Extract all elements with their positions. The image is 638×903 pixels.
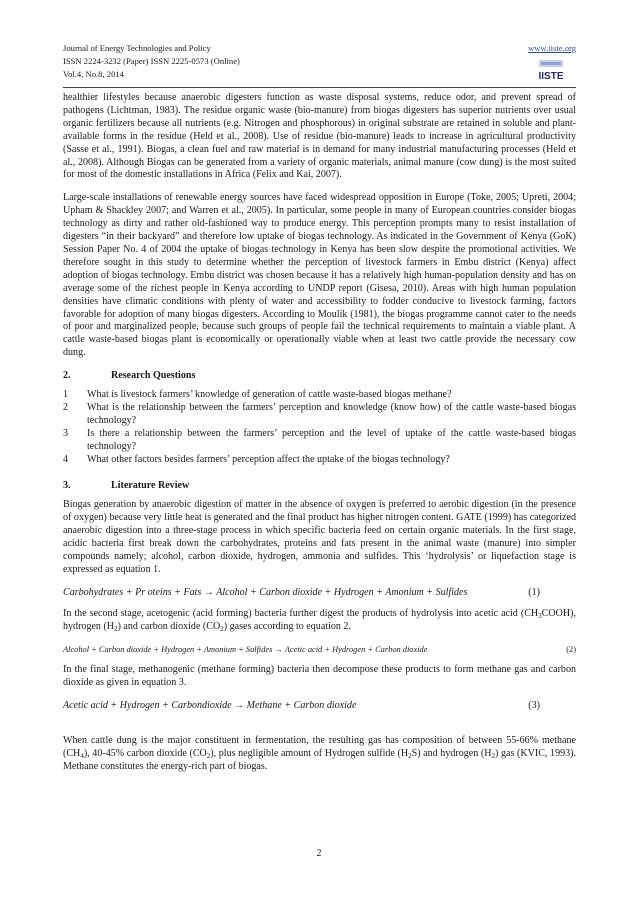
page-content [63,92,576,784]
equation-number: (2) [566,644,576,654]
iiste-logo [537,58,565,82]
list-item: 4 What other factors besides farmers’ perception affect the uptake of the biogas technology? [63,453,450,465]
header-rule [63,87,576,88]
intro-paragraph-2: Large-scale installations of renewable energy sources have faced widespread opposition in Europe (Toke, 2005; Upreti, 2004; Upham & Shackley 2007; and Warren et al., 2005). In particular, some people in many of European countries consider biogas technology as dirty and rather old-fashioned way to produce energy. This perception prompts many to resist installation of digesters “in their backyard” and therefore low uptake of biogas technology. As indicated in the Government of Kenya (GoK) Session Paper No. 4 of 2004 the uptake of biogas technology in Kenya has been slow despite the promotional activities. We therefore sought in this study to determine whether the perception of livestock farmers in Embu district (Kenya) affect adoption of biogas technology. Embu district was chosen because it has a relatively high human-population density and has on average some of the richest people in Kenya according to UNDP report (Gisesa, 2010). Areas with high human population densities have climatic conditions with plenty of water and accessibility to fodder conducive to livestock farming, factors favorable for adoption of many biogas digesters. According to Moulik (1981), the biogas programme cannot cater to the needs of poor and marginalized people, because such groups of people fail the technical requirements to maintain a viable plant. A cattle waste-based biogas plant is economically or operationally viable when at least two cattle provide the necessary cow dung. [63,192,576,359]
journal-url-link[interactable]: www.iiste.org [528,43,576,53]
journal-title: Journal of Energy Technologies and Policy [63,43,211,53]
logo-text: IISTE [538,71,564,82]
equation-number: (3) [528,700,540,712]
section-title: Literature Review [111,480,190,492]
section-title: Research Questions [111,370,196,382]
section-heading-literature-review [63,480,576,493]
research-questions-list [63,389,576,466]
page-number: 2 [316,848,322,859]
literature-paragraph-2: In the second stage, acetogenic (acid forming) bacteria further digest the products of hydrolysis into acetic acid $(CH_3COOH)$, hydrogen $(H_2)$ and carbon dioxide $(CO_2)$ gases according to equation 2. [63,607,576,633]
section-number: 2. [63,370,71,382]
equation-1 [63,587,576,600]
list-item: 1 What is livestock farmers’ knowledge of generation of cattle waste-based biogas methane? [63,389,452,401]
section-heading-research-questions [63,370,576,383]
intro-paragraph-1: healthier lifestyles because anaerobic digesters function as waste disposal systems, reduce odor, and prevent spread of pathogens (Lichtman, 1983). The residue organic waste (bio-manure) from biogas digesters has superior nutrients over usual organic fertilizers because all nutrients (e.g. Nitrogen and phosphorous) in original substrate are retained in soluble and plant-available forms in the residue (Held et al., 2008). Use of residue (bio-manure) leads to increase in agricultural productivity (Sasse et al., 1991). Biogas, a clean fuel and raw material is in demand for many industrial manufacturing processes (Held et al., 2008). Although Biogas can be generated from a variety of organic materials, animal manure (cow dung) is the most suited for most of the domestic installations in Africa (Felix and Kai, 2007). [63,92,576,181]
issn-line: ISSN 2224-3232 (Paper) ISSN 2225-0573 (Online) [63,56,240,66]
volume-line: Vol.4, No.8, 2014 [63,69,124,79]
equation-2 [63,644,576,657]
equation-text: Acetic acid + Hydrogen + Carbondioxide → Methane + Carbon dioxide [63,700,357,712]
list-item: 3 Is there a relationship between the farmers’ perception and the level of uptake of the cattle waste-based biogas technology? [63,427,576,452]
literature-paragraph-4: When cattle dung is the major constituent in fermentation, the resulting gas has composition of between 55-66% methane $(CH_4)$, 40-45% carbon dioxide $(CO_2)$, plus negligible amount of Hydrogen sulfide $(H_2S)$ and hydrogen $(H_2)$ gas (KVIC, 1993). Methane constitutes the energy-rich part of biogas. [63,735,576,772]
equation-text: Carbohydrates + Pr oteins + Fats → Alcohol + Carbon dioxide + Hydrogen + Amonium + Sulfides [63,586,468,598]
equation-3 [63,700,576,713]
list-item: 2 What is the relationship between the farmers’ perception and knowledge (know how) of the cattle waste-based biogas technology? [63,401,576,426]
equation-text: Alcohol + Carbon dioxide + Hydrogen + Amonium + Sulfides → Acetic acid + Hydrogen + Carbon dioxide [63,644,428,654]
page-header [63,42,576,81]
literature-paragraph-1: Biogas generation by anaerobic digestion of matter in the absence of oxygen is preferred to aerobic digestion (in the presence of oxygen) because very little heat is generated and the final product has higher nitrogen content. GATE (1999) has categorized anaerobic digestion into a three-stage process in which specific bacteria feed on certain organic materials. In the first stage, acidic bacteria first break down the carbohydrates, proteins and fats present in the animal waste (manure) into simpler compounds namely; alcohol, carbon dioxide, hydrogen, ammonia and sulfides. This ‘hydrolysis’ or liquefaction stage is expressed as equation 1. [63,499,576,575]
literature-paragraph-3: In the final stage, methanogenic (methane forming) bacteria then decompose these products to form methane gas and carbon dioxide as given in equation 3. [63,664,576,689]
section-number: 3. [63,480,71,492]
equation-number: (1) [528,586,540,598]
